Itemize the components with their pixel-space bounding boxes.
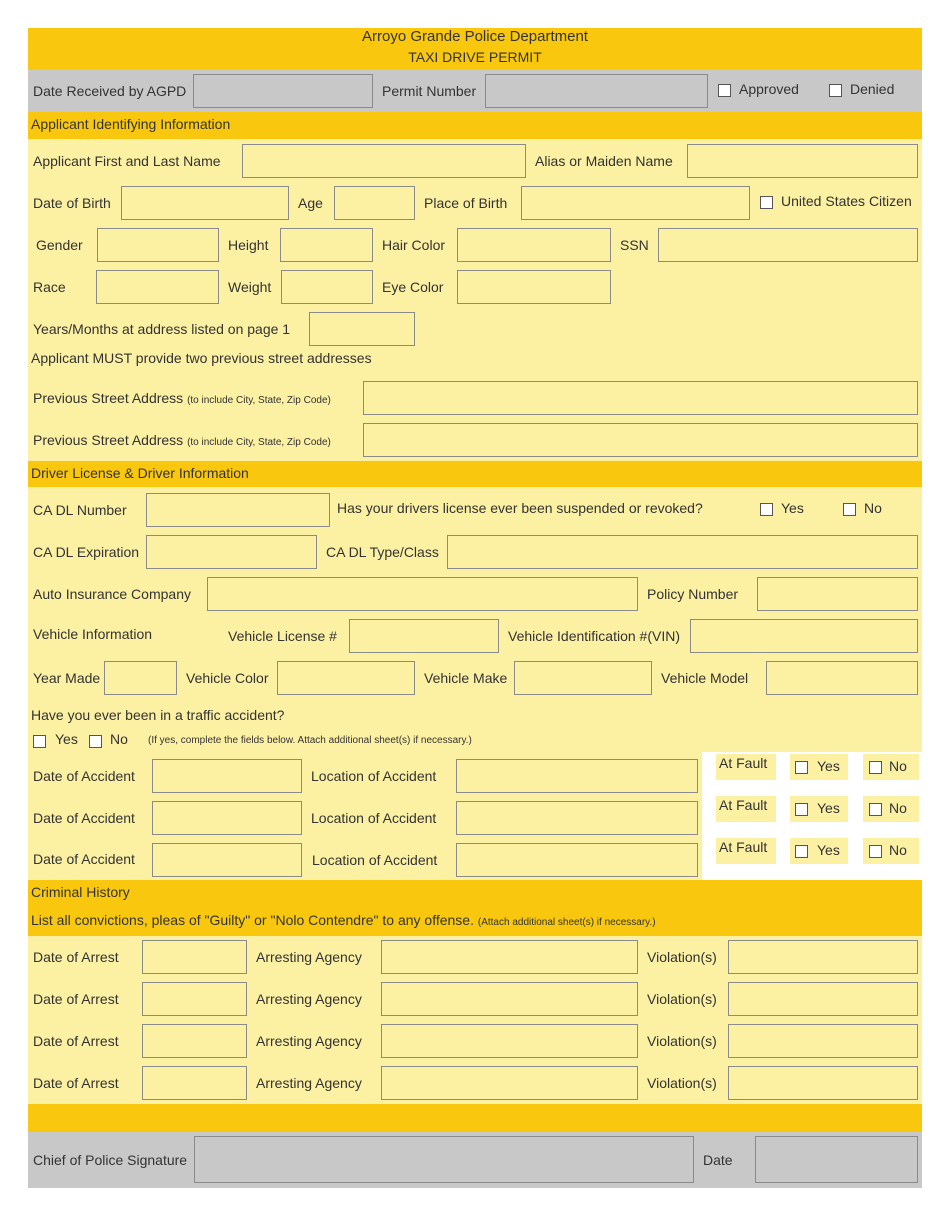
location-accident-field[interactable] [456, 801, 698, 835]
location-accident-label: Location of Accident [311, 810, 437, 826]
date-received-field[interactable] [193, 74, 373, 108]
vehicle-make-label: Vehicle Make [424, 670, 508, 686]
at-fault-no-checkbox[interactable] [869, 803, 882, 816]
violation-field[interactable] [728, 1024, 918, 1058]
arresting-agency-label: Arresting Agency [256, 991, 362, 1007]
date-arrest-label: Date of Arrest [33, 949, 119, 965]
driver-section-title: Driver License & Driver Information [31, 465, 249, 481]
vin-label: Vehicle Identification #(VIN) [508, 628, 680, 644]
signature-date-field[interactable] [755, 1136, 918, 1183]
policy-number-label: Policy Number [647, 586, 739, 602]
suspended-yes-checkbox[interactable] [760, 503, 773, 516]
location-accident-field[interactable] [456, 759, 698, 793]
at-fault-no-label: No [889, 758, 907, 774]
date-accident-label: Date of Accident [33, 810, 135, 826]
criminal-instructions [31, 912, 656, 931]
violation-label: Violation(s) [647, 949, 717, 965]
dl-type-field[interactable] [447, 535, 918, 569]
age-label: Age [298, 195, 323, 211]
signature-date-label: Date [703, 1152, 733, 1168]
vehicle-license-field[interactable] [349, 619, 499, 653]
location-accident-label: Location of Accident [311, 768, 437, 784]
violation-label: Violation(s) [647, 1033, 717, 1049]
insurance-label: Auto Insurance Company [33, 586, 191, 602]
vin-field[interactable] [690, 619, 918, 653]
criminal-section-title: Criminal History [31, 884, 130, 900]
eye-color-field[interactable] [457, 270, 611, 304]
years-at-address-label: Years/Months at address listed on page 1 [33, 321, 291, 337]
prev-address-1-label [33, 390, 331, 409]
prev-address-label-text: Previous Street Address [33, 390, 184, 406]
at-fault-label: At Fault [719, 797, 768, 813]
year-made-field[interactable] [104, 661, 177, 695]
weight-label: Weight [228, 279, 272, 295]
at-fault-no-label: No [889, 842, 907, 858]
vehicle-color-label: Vehicle Color [186, 670, 269, 686]
dl-type-label: CA DL Type/Class [326, 544, 439, 560]
criminal-instructions-text: List all convictions, pleas of "Guilty" or "Nolo Contendre" to any offense. [31, 912, 474, 928]
dob-label: Date of Birth [33, 195, 111, 211]
location-accident-field[interactable] [456, 843, 698, 877]
denied-label: Denied [850, 81, 895, 97]
arresting-agency-field[interactable] [381, 1024, 638, 1058]
accident-yes-checkbox[interactable] [33, 735, 46, 748]
violation-label: Violation(s) [647, 1075, 717, 1091]
must-provide-text: Applicant MUST provide two previous street addresses [31, 350, 372, 366]
form-title: TAXI DRIVE PERMIT [408, 49, 542, 65]
applicant-name-label: Applicant First and Last Name [33, 153, 221, 169]
chief-signature-label: Chief of Police Signature [33, 1152, 188, 1168]
pob-label: Place of Birth [424, 195, 508, 211]
date-accident-field[interactable] [152, 843, 302, 877]
vehicle-color-field[interactable] [277, 661, 415, 695]
accident-no-label: No [110, 731, 128, 747]
age-field[interactable] [334, 186, 415, 220]
applicant-name-field[interactable] [242, 144, 526, 178]
arresting-agency-label: Arresting Agency [256, 949, 362, 965]
date-received-label: Date Received by AGPD [33, 83, 187, 99]
prev-address-2-label [33, 432, 331, 451]
dl-number-label: CA DL Number [33, 502, 127, 518]
prev-address-2-field[interactable] [363, 423, 918, 457]
date-accident-label: Date of Accident [33, 851, 135, 867]
vehicle-license-label: Vehicle License # [228, 628, 337, 644]
dl-expiration-label: CA DL Expiration [33, 544, 140, 560]
arresting-agency-field[interactable] [381, 982, 638, 1016]
accident-question: Have you ever been in a traffic accident? [31, 707, 285, 723]
suspended-yes-label: Yes [781, 500, 804, 516]
arresting-agency-label: Arresting Agency [256, 1033, 362, 1049]
arresting-agency-field[interactable] [381, 1066, 638, 1100]
location-accident-label: Location of Accident [312, 852, 438, 868]
dl-number-field[interactable] [146, 493, 330, 527]
accident-yes-label: Yes [55, 731, 78, 747]
permit-number-field[interactable] [485, 74, 708, 108]
criminal-instructions-note: (Attach additional sheet(s) if necessary.) [477, 917, 656, 928]
date-arrest-field[interactable] [142, 1024, 247, 1058]
race-label: Race [33, 279, 66, 295]
denied-checkbox[interactable] [829, 84, 842, 97]
at-fault-label: At Fault [719, 755, 768, 771]
date-arrest-field[interactable] [142, 982, 247, 1016]
date-arrest-field[interactable] [142, 940, 247, 974]
arresting-agency-label: Arresting Agency [256, 1075, 362, 1091]
at-fault-yes-checkbox[interactable] [795, 761, 808, 774]
dob-field[interactable] [121, 186, 289, 220]
department-name: Arroyo Grande Police Department [362, 28, 588, 45]
gender-label: Gender [36, 237, 83, 253]
date-accident-label: Date of Accident [33, 768, 135, 784]
suspended-no-label: No [864, 500, 882, 516]
chief-signature-field[interactable] [194, 1136, 694, 1183]
suspended-no-checkbox[interactable] [843, 503, 856, 516]
accident-note: (If yes, complete the fields below. Attach additional sheet(s) if necessary.) [148, 735, 472, 746]
at-fault-no-label: No [889, 800, 907, 816]
date-arrest-label: Date of Arrest [33, 991, 119, 1007]
ssn-label: SSN [620, 237, 649, 253]
hair-color-label: Hair Color [382, 237, 446, 253]
violation-field[interactable] [728, 1066, 918, 1100]
prev-address-note: (to include City, State, Zip Code) [187, 437, 331, 448]
date-accident-field[interactable] [152, 759, 302, 793]
date-accident-field[interactable] [152, 801, 302, 835]
vehicle-make-field[interactable] [514, 661, 652, 695]
year-made-label: Year Made [33, 670, 101, 686]
years-at-address-field[interactable] [309, 312, 415, 346]
permit-number-label: Permit Number [382, 83, 477, 99]
citizen-label: United States Citizen [781, 193, 912, 209]
arresting-agency-field[interactable] [381, 940, 638, 974]
at-fault-no-checkbox[interactable] [869, 845, 882, 858]
violation-field[interactable] [728, 940, 918, 974]
weight-field[interactable] [281, 270, 373, 304]
vehicle-model-field[interactable] [766, 661, 918, 695]
vehicle-info-label: Vehicle Information [33, 626, 153, 642]
date-arrest-label: Date of Arrest [33, 1075, 119, 1091]
accident-no-checkbox[interactable] [89, 735, 102, 748]
at-fault-no-checkbox[interactable] [869, 761, 882, 774]
approved-label: Approved [739, 81, 799, 97]
violation-label: Violation(s) [647, 991, 717, 1007]
race-field[interactable] [96, 270, 219, 304]
at-fault-yes-checkbox[interactable] [795, 845, 808, 858]
at-fault-yes-label: Yes [817, 800, 840, 816]
at-fault-yes-label: Yes [817, 842, 840, 858]
prev-address-label-text: Previous Street Address [33, 432, 184, 448]
suspended-question: Has your drivers license ever been suspended or revoked? [337, 500, 703, 516]
dl-expiration-field[interactable] [146, 535, 317, 569]
policy-number-field[interactable] [757, 577, 918, 611]
height-label: Height [228, 237, 269, 253]
eye-color-label: Eye Color [382, 279, 444, 295]
at-fault-label: At Fault [719, 839, 768, 855]
alias-label: Alias or Maiden Name [535, 153, 673, 169]
citizen-checkbox[interactable] [760, 196, 773, 209]
applicant-section-title: Applicant Identifying Information [31, 116, 231, 132]
violation-field[interactable] [728, 982, 918, 1016]
approved-checkbox[interactable] [718, 84, 731, 97]
height-field[interactable] [280, 228, 373, 262]
at-fault-yes-checkbox[interactable] [795, 803, 808, 816]
insurance-field[interactable] [207, 577, 638, 611]
gender-field[interactable] [97, 228, 219, 262]
hair-color-field[interactable] [457, 228, 611, 262]
date-arrest-field[interactable] [142, 1066, 247, 1100]
at-fault-yes-label: Yes [817, 758, 840, 774]
prev-address-note: (to include City, State, Zip Code) [187, 395, 331, 406]
prev-address-1-field[interactable] [363, 381, 918, 415]
footer-band [28, 1104, 922, 1132]
ssn-field[interactable] [658, 228, 918, 262]
alias-field[interactable] [687, 144, 918, 178]
vehicle-model-label: Vehicle Model [661, 670, 749, 686]
pob-field[interactable] [521, 186, 750, 220]
date-arrest-label: Date of Arrest [33, 1033, 119, 1049]
